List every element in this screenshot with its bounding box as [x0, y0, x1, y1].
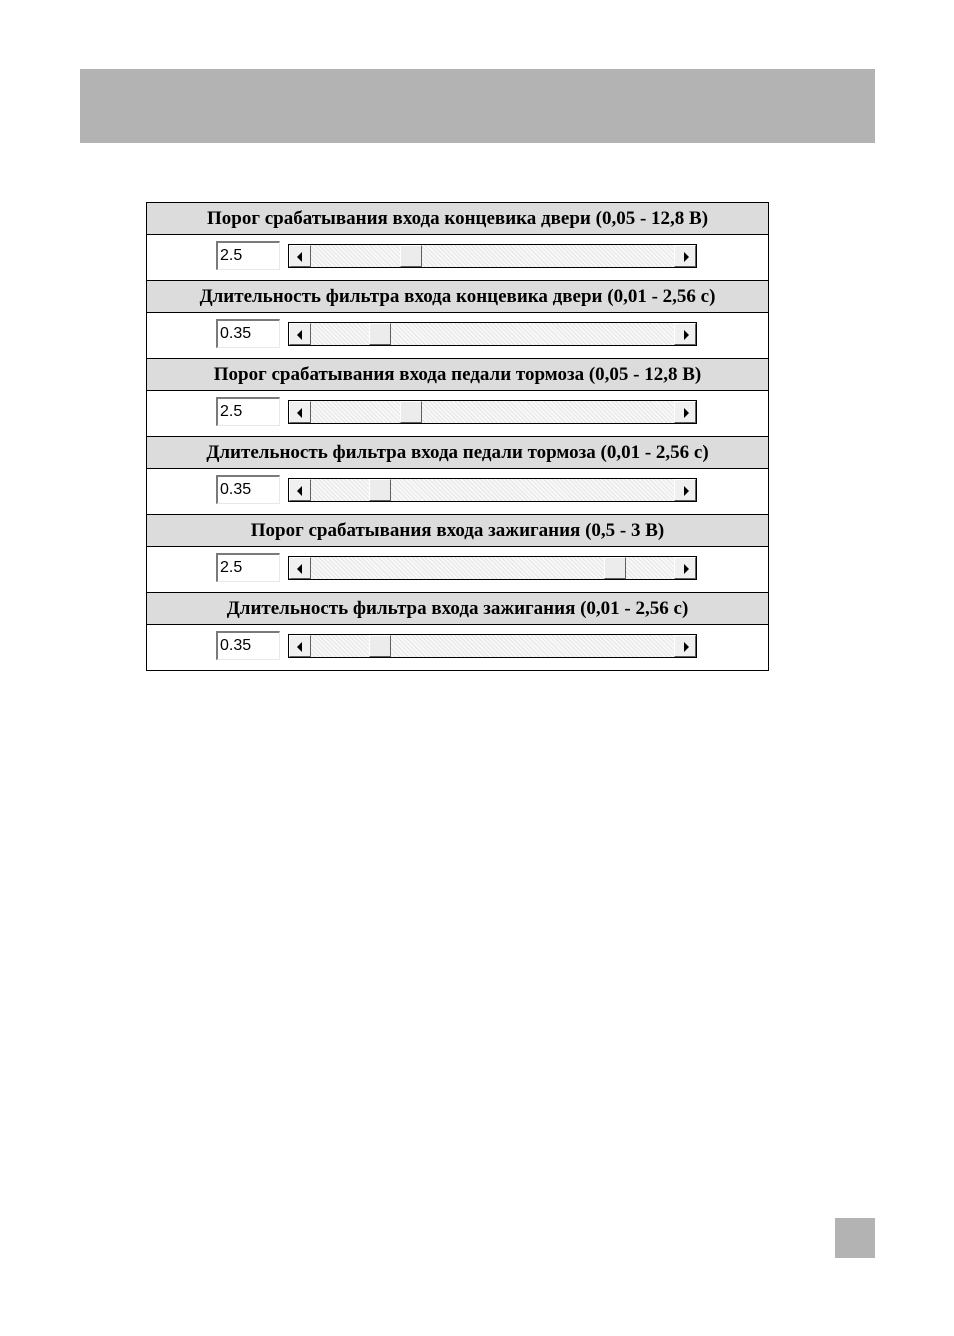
- value-slider[interactable]: [288, 478, 697, 502]
- scroll-left-button[interactable]: [289, 557, 311, 579]
- setting-group-door-threshold: [147, 202, 768, 280]
- setting-title: Длительность фильтра входа зажигания (0,01 - 2,56 с): [147, 592, 768, 625]
- scroll-left-button[interactable]: [289, 245, 311, 267]
- arrow-right-icon: [684, 642, 689, 652]
- arrow-right-icon: [684, 330, 689, 340]
- scroll-right-button[interactable]: [674, 245, 696, 267]
- scroll-left-button[interactable]: [289, 323, 311, 345]
- setting-row: [147, 313, 768, 358]
- setting-title: Порог срабатывания входа зажигания (0,5 - 3 В): [147, 514, 768, 547]
- setting-group-brake-threshold: [147, 358, 768, 436]
- arrow-left-icon: [297, 408, 302, 418]
- setting-row: [147, 235, 768, 280]
- value-slider[interactable]: [288, 400, 697, 424]
- value-slider[interactable]: [288, 322, 697, 346]
- setting-group-brake-filter: [147, 436, 768, 514]
- arrow-right-icon: [684, 252, 689, 262]
- arrow-left-icon: [297, 642, 302, 652]
- settings-panel: [146, 202, 769, 671]
- setting-title: Порог срабатывания входа концевика двери (0,05 - 12,8 В): [147, 202, 768, 235]
- arrow-right-icon: [684, 486, 689, 496]
- setting-row: [147, 469, 768, 514]
- value-slider[interactable]: [288, 244, 697, 268]
- setting-group-ignition-filter: [147, 592, 768, 670]
- arrow-left-icon: [297, 486, 302, 496]
- value-input[interactable]: 2.5: [216, 553, 280, 582]
- setting-row: [147, 391, 768, 436]
- page-marker: [835, 1218, 875, 1258]
- value-slider[interactable]: [288, 634, 697, 658]
- scroll-right-button[interactable]: [674, 479, 696, 501]
- value-input[interactable]: 0.35: [216, 475, 280, 504]
- setting-title: Длительность фильтра входа педали тормоза (0,01 - 2,56 с): [147, 436, 768, 469]
- scroll-left-button[interactable]: [289, 401, 311, 423]
- slider-thumb[interactable]: [369, 323, 391, 345]
- header-bar: [80, 69, 875, 143]
- arrow-left-icon: [297, 564, 302, 574]
- value-input[interactable]: 2.5: [216, 397, 280, 426]
- scroll-left-button[interactable]: [289, 635, 311, 657]
- scroll-left-button[interactable]: [289, 479, 311, 501]
- arrow-left-icon: [297, 330, 302, 340]
- scroll-right-button[interactable]: [674, 401, 696, 423]
- value-input[interactable]: 0.35: [216, 631, 280, 660]
- slider-thumb[interactable]: [604, 557, 626, 579]
- setting-group-ignition-threshold: [147, 514, 768, 592]
- scroll-right-button[interactable]: [674, 557, 696, 579]
- setting-row: [147, 625, 768, 670]
- slider-thumb[interactable]: [400, 401, 422, 423]
- setting-title: Длительность фильтра входа концевика двери (0,01 - 2,56 с): [147, 280, 768, 313]
- value-input[interactable]: 2.5: [216, 241, 280, 270]
- arrow-left-icon: [297, 252, 302, 262]
- scroll-right-button[interactable]: [674, 635, 696, 657]
- scroll-right-button[interactable]: [674, 323, 696, 345]
- value-slider[interactable]: [288, 556, 697, 580]
- setting-title: Порог срабатывания входа педали тормоза (0,05 - 12,8 В): [147, 358, 768, 391]
- setting-group-door-filter: [147, 280, 768, 358]
- setting-row: [147, 547, 768, 592]
- arrow-right-icon: [684, 564, 689, 574]
- value-input[interactable]: 0.35: [216, 319, 280, 348]
- slider-thumb[interactable]: [369, 635, 391, 657]
- slider-thumb[interactable]: [400, 245, 422, 267]
- slider-thumb[interactable]: [369, 479, 391, 501]
- arrow-right-icon: [684, 408, 689, 418]
